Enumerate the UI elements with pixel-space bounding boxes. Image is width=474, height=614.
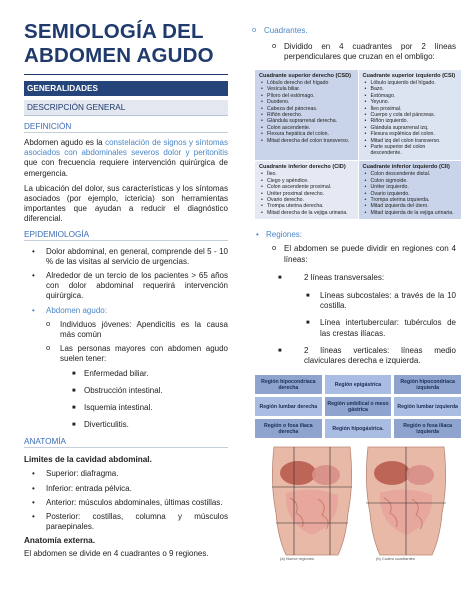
title-divider: [24, 74, 228, 75]
region-cell: Región o fosa iliaca derecha: [255, 419, 322, 438]
quadrant-item: • Trompa uterina izquierda.: [363, 197, 458, 203]
quadrant-item: • Mitad derecha del colon transverso.: [259, 138, 354, 144]
quadrant-item: • Ciego y apéndice.: [259, 178, 354, 184]
list-item: ■ Obstrucción intestinal.: [24, 386, 228, 396]
quadrant-item: • Lóbulo izquierdo del hígado.: [363, 80, 458, 86]
def-text-b: que con frecuencia requiere intervención quirúrgica de emergencia.: [24, 158, 228, 178]
list-item: ■ 2 líneas verticales: líneas medio claviculares derecha e izquierda.: [244, 346, 456, 366]
quadrant-title: Cuadrante superior derecho (CSD): [259, 72, 352, 79]
quadrant-title: Cuadrante inferior derecho (CID): [259, 163, 346, 170]
epidemiologia-heading: EPIDEMIOLOGÍA: [24, 230, 228, 241]
regiones-label: • Regiones:: [256, 230, 456, 240]
regions-table: [252, 372, 464, 441]
quadrant-item: • Lóbulo derecho del hígado: [259, 80, 354, 86]
list-item: • Abdomen agudo:: [24, 306, 228, 316]
title-line-2: ABDOMEN AGUDO: [24, 44, 214, 67]
anatomia-heading: ANATOMÍA: [24, 437, 228, 448]
list-item: • Alrededor de un tercio de los pacientes > 65 años con dolor abdominal requerirá intervención quirúrgica.: [24, 271, 228, 302]
list-item: ■ 2 líneas transversales:: [244, 273, 456, 283]
list-item: • Anterior: músculos abdominales, últimas costillas.: [24, 498, 228, 508]
quadrant-item: • Glándula suprarrenal derecha.: [259, 118, 354, 124]
list-item: • Superior: diafragma.: [24, 469, 228, 479]
regiones-text: [244, 244, 456, 264]
quadrant-item: • Mitad izquierda del útero.: [363, 203, 458, 209]
abdomen-illustration: [256, 443, 454, 561]
lineas-vert-list: [244, 346, 456, 366]
quadrant-item: • Bazo.: [363, 86, 458, 92]
quadrant-item: • Uréter izquierdo.: [363, 184, 458, 190]
quadrant-table: [254, 69, 462, 221]
list-item: • Posterior: costillas, columna y músculos paraepinales.: [24, 512, 228, 532]
abdomen-figure: [256, 443, 454, 561]
quadrant-item: • Mitad izq del colon transverso.: [363, 138, 458, 144]
lineas-sublist: [244, 291, 456, 339]
quadrant-item: • Íleo proximal.: [363, 106, 458, 112]
list-item: ■ Diverticulitis.: [24, 420, 228, 430]
quadrant-item: • Trompa uterina derecha.: [259, 203, 354, 209]
quadrant-item: • Estómago.: [363, 93, 458, 99]
region-cell: Región hipocondríaca derecha: [255, 375, 322, 394]
quadrant-item: • Mitad izquierda de la vejiga urinaria.: [363, 210, 458, 216]
definicion-paragraph: [24, 138, 228, 179]
list-item: • Inferior: entrada pélvica.: [24, 484, 228, 494]
cuadrantes-text: [244, 42, 456, 62]
definicion-paragraph-2: La ubicación del dolor, sus características y los síntomas asociados (por ejemplo, ictericia) son herramientas importantes que ayudan a reducir el diagnóstico diferencial.: [24, 183, 228, 224]
quadrant-item: • Yeyuno.: [363, 99, 458, 105]
abdomen-agudo-sublist: [24, 320, 228, 365]
quadrant-item: • Glándula suprarrenal izq.: [363, 125, 458, 131]
anatomia-externa-title: Anatomía externa.: [24, 536, 95, 546]
quadrant-csd: [255, 69, 359, 160]
list-item: ■ Línea intertubercular: tubérculos de las crestas ilíacas.: [244, 318, 456, 338]
list-item: ■ Enfermedad biliar.: [24, 369, 228, 379]
cuadrantes-label: o Cuadrantes.: [244, 26, 456, 36]
quadrant-item: • Duodeno.: [259, 99, 354, 105]
list-item: o Las personas mayores con abdomen agudo suelen tener:: [24, 344, 228, 364]
quadrant-item: • Íleo.: [259, 171, 354, 177]
region-cell: Región hipogástrica.: [325, 419, 392, 438]
region-cell: Región lumbar izquierda: [394, 397, 461, 416]
quadrant-item: • Flexura esplénica del colon.: [363, 131, 458, 137]
quadrant-item: • Ovario derecho.: [259, 197, 354, 203]
quadrant-item: • Mitad derecha de la vejiga urinaria.: [259, 210, 354, 216]
quadrant-item: • Riñón derecho.: [259, 112, 354, 118]
definicion-heading: DEFINICIÓN: [24, 122, 228, 133]
page-title: [24, 20, 228, 68]
quadrant-item: • Colon sigmoide.: [363, 178, 458, 184]
title-line-1: SEMIOLOGÍA DEL: [24, 20, 204, 43]
caption-b: (b) Cuatro cuadrantes: [376, 556, 415, 562]
quadrant-cii: [358, 160, 462, 219]
quadrant-item: • Colon descendente distal.: [363, 171, 458, 177]
anatomia-externa-text: El abdomen se divide en 4 cuadrantes o 9 regiones.: [24, 549, 209, 559]
quadrant-item: • Vesícula biliar.: [259, 86, 354, 92]
quadrant-item: • Píloro del estómago.: [259, 93, 354, 99]
quadrant-item: • Cuerpo y cola del páncreas.: [363, 112, 458, 118]
cuadrantes-desc: [244, 42, 456, 62]
lineas-list: [244, 273, 456, 283]
quadrant-list: [363, 80, 458, 157]
quadrant-item: • Colon ascendente.: [259, 125, 354, 131]
def-highlight: constelación de signos y síntomas asociados con abdominales severos dolor y peritonitis: [24, 138, 228, 158]
generalidades-bar: GENERALIDADES: [24, 81, 228, 96]
quadrant-item: • Cabeza del páncreas.: [259, 106, 354, 112]
quadrant-item: • Riñón izquierdo.: [363, 118, 458, 124]
bullet-o: o: [272, 41, 277, 51]
list-item: • Dolor abdominal, en general, comprende del 5 - 10 % de las visitas al servicio de urgencias.: [24, 247, 228, 267]
region-cell: Región o fosa iliaca izquierda: [394, 419, 461, 438]
quadrant-list: [363, 171, 458, 216]
quadrant-csi: [358, 69, 462, 160]
right-column: [244, 26, 456, 561]
bullet-o: o: [272, 243, 277, 253]
quadrant-item: • Parte superior del colon descendente.: [363, 144, 458, 157]
list-item: ■ Isquemia intestinal.: [24, 403, 228, 413]
region-cell: Región hipocondríaca izquierda: [394, 375, 461, 394]
limites-title: Limites de la cavidad abdominal.: [24, 455, 152, 465]
list-item: o Individuos jóvenes: Apendicitis es la causa más común: [24, 320, 228, 340]
quadrant-list: [259, 171, 354, 216]
quadrant-item: • Uréter proximal derecho.: [259, 191, 354, 197]
def-text-a: Abdomen agudo es la: [24, 138, 106, 147]
quadrant-title: Cuadrante superior izquierdo (CSI): [362, 72, 456, 79]
quadrant-item: • Ovario izquierdo.: [363, 191, 458, 197]
region-cell: Región umbilical o meso gástrica: [325, 397, 392, 416]
regiones-text-content: El abdomen se puede dividir en regiones con 4 líneas:: [284, 244, 456, 264]
epidemiologia-list: [24, 247, 228, 316]
causes-list: [24, 369, 228, 431]
list-item: ■ Líneas subcostales: a través de la 10 costilla.: [244, 291, 456, 311]
limites-list: [24, 469, 228, 532]
region-cell: Región lumbar derecha: [255, 397, 322, 416]
left-column: [24, 20, 228, 560]
quadrant-title: Cuadrante inferior izquierdo (CII): [362, 163, 450, 170]
caption-a: (a) Nueve regiones: [280, 556, 315, 562]
cuadrantes-text-content: Dividido en 4 cuadrantes por 2 líneas perpendiculares que cruzan en el ombligo:: [284, 42, 456, 62]
quadrant-cid: [255, 160, 359, 219]
descripcion-bar: DESCRIPCIÓN GENERAL: [24, 100, 228, 116]
quadrant-item: • Flexura hepática del colon.: [259, 131, 354, 137]
quadrant-item: • Colon ascendente proximal.: [259, 184, 354, 190]
quadrant-list: [259, 80, 354, 144]
region-cell: Región epigástrica: [325, 375, 392, 394]
